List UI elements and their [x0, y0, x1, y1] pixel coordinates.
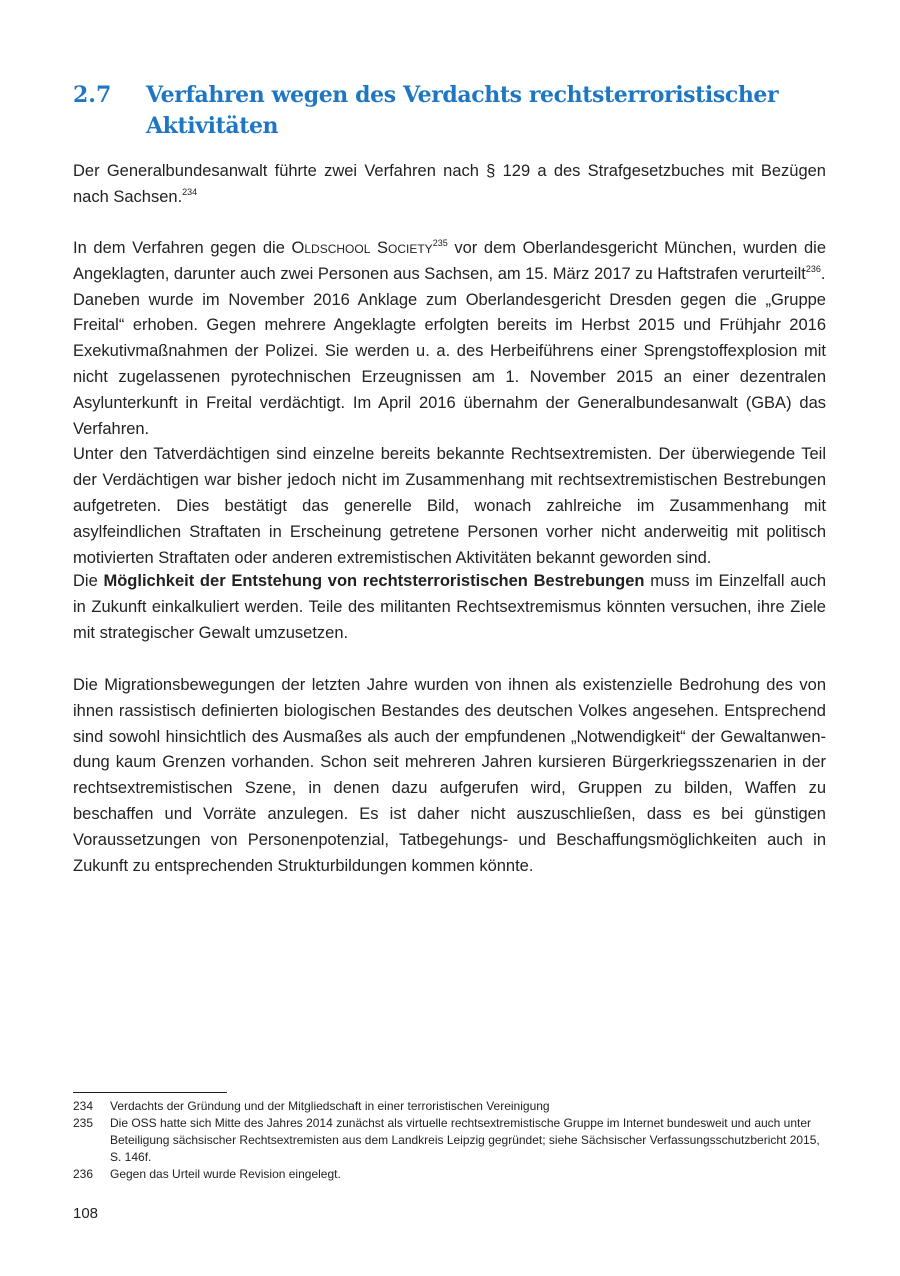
paragraph-freital: Daneben wurde im November 2016 Anklage zum Oberlandesgericht Dresden gegen die „Gruppe Freital“ erhoben. Gegen mehrere Angeklagte erfolgten bereits im Herbst 2015 und Frühjahr 2016 Exekutivmaßnahmen der Polizei. Sie werden u. a. des Herbeiführens einer Sprengstoffexplosion mit nicht zugelassenen pyrotechnischen Erzeugnissen am 1. November 2015 an einer dezentralen Asylunterkunft in Freital verdächtigt. Im April 2016 übernahm der Generalbundesanwalt (GBA) das Verfahren. [73, 290, 826, 438]
page-number: 108 [73, 1205, 99, 1222]
footnote-ref-235[interactable]: 235 [432, 238, 448, 248]
paragraph-intro-text: Der Generalbundesanwalt führte zwei Verfahren nach § 129 a des Strafgesetzbuches mit Bezügen nach Sachsen. [73, 162, 826, 206]
section-number: 2.7 [73, 82, 112, 108]
paragraph-intro [73, 159, 826, 211]
footnote-236 [73, 1166, 833, 1183]
paragraph-possibility [73, 569, 826, 646]
paragraph-migration [73, 673, 826, 879]
organization-name: Oldschool Society [291, 239, 433, 257]
paragraph-possibility-lead: Die [73, 572, 104, 590]
section-title: Verfahren wegen des Verdachts rechtsterroristischer Aktivitäten [146, 82, 779, 139]
footnote-text: Verdachts der Gründung und der Mitgliedschaft in einer terroristischen Vereinigung [110, 1099, 550, 1113]
footnote-235 [73, 1115, 833, 1166]
paragraph-procedures-text-1: In dem Verfahren gegen die [73, 239, 292, 257]
footnote-number: 234 [73, 1099, 94, 1113]
footnote-number: 235 [73, 1116, 94, 1130]
paragraph-possibility-rest: muss im Einzelfall auch in Zukunft einkalkuliert werden. Teile des militanten Rechtsextremismus könnten versuchen, ihre Ziele mit strategischer Gewalt umzusetzen. [73, 572, 826, 642]
footnote-ref-234[interactable]: 234 [182, 186, 198, 197]
footnotes [73, 1098, 833, 1183]
paragraph-migration-text: Die Migrationsbewegungen der letzten Jahre wurden von ihnen als existenzielle Bedrohung des von ihnen rassistisch definierten biologischen Bestandes des deutschen Volkes angesehen. Entsprechend sind sowohl hinsichtlich des Ausmaßes als auch der empfundenen „Notwendigkeit“ der Gewaltanwendung kaum Grenzen vorhanden. Schon seit mehreren Jahren kursieren Bürgerkriegsszenarien in der rechtsextremistischen Szene, in denen dazu aufgerufen wird, Gruppen zu bilden, Waffen zu beschaffen und Vorräte anzulegen. Es ist daher nicht auszuschließen, dass es bei günstigen Voraussetzungen von Personenpotenzial, Tatbegehungs- und Beschaffungsmöglichkeiten auch in Zukunft zu entsprechenden Strukturbildungen kommen könnte. [73, 676, 826, 875]
footnote-divider [73, 1092, 227, 1093]
footnote-text: Die OSS hatte sich Mitte des Jahres 2014 zunächst als virtuelle rechtsextremistische Gruppe im Internet bundesweit und auch unter Beteiligung sächsischer Rechtsextremisten aus dem Landkreis Leipzig gegründet; siehe Sächsischer Verfassungsschutzbericht 2015, S. 146f. [110, 1116, 820, 1164]
paragraph-suspects: Unter den Tatverdächtigen sind einzelne bereits bekannte Rechtsextremisten. Der überwiegende Teil der Verdächtigen war bisher jedoch nicht im Zusammenhang mit rechtsextremistischen Bestrebungen aufgetreten. Dies bestätigt das generelle Bild, wonach zahlreiche im Zusammenhang mit asylfeindlichen Straftaten in Erscheinung getretene Personen vorher nicht anderweitig mit politisch motivierten Straftaten oder anderen extremistischen Aktivitäten bekannt geworden sind. [73, 445, 826, 567]
footnote-text: Gegen das Urteil wurde Revision eingelegt. [110, 1167, 341, 1181]
paragraph-procedures [73, 236, 826, 571]
footnote-number: 236 [73, 1167, 94, 1181]
footnote-234 [73, 1098, 833, 1115]
paragraph-possibility-emphasis: Möglichkeit der Entstehung von rechtsterroristischen Bestrebungen [103, 572, 645, 590]
footnote-ref-236[interactable]: 236 [805, 263, 821, 274]
paragraph-procedures-text-2: vor dem Oberlandesgericht München, wurden die Angeklagten, darunter auch zwei Personen aus Sachsen, am 15. März 2017 zu Haftstrafen verurteilt [73, 239, 826, 283]
paragraph-procedures-text-3: . [820, 264, 826, 283]
